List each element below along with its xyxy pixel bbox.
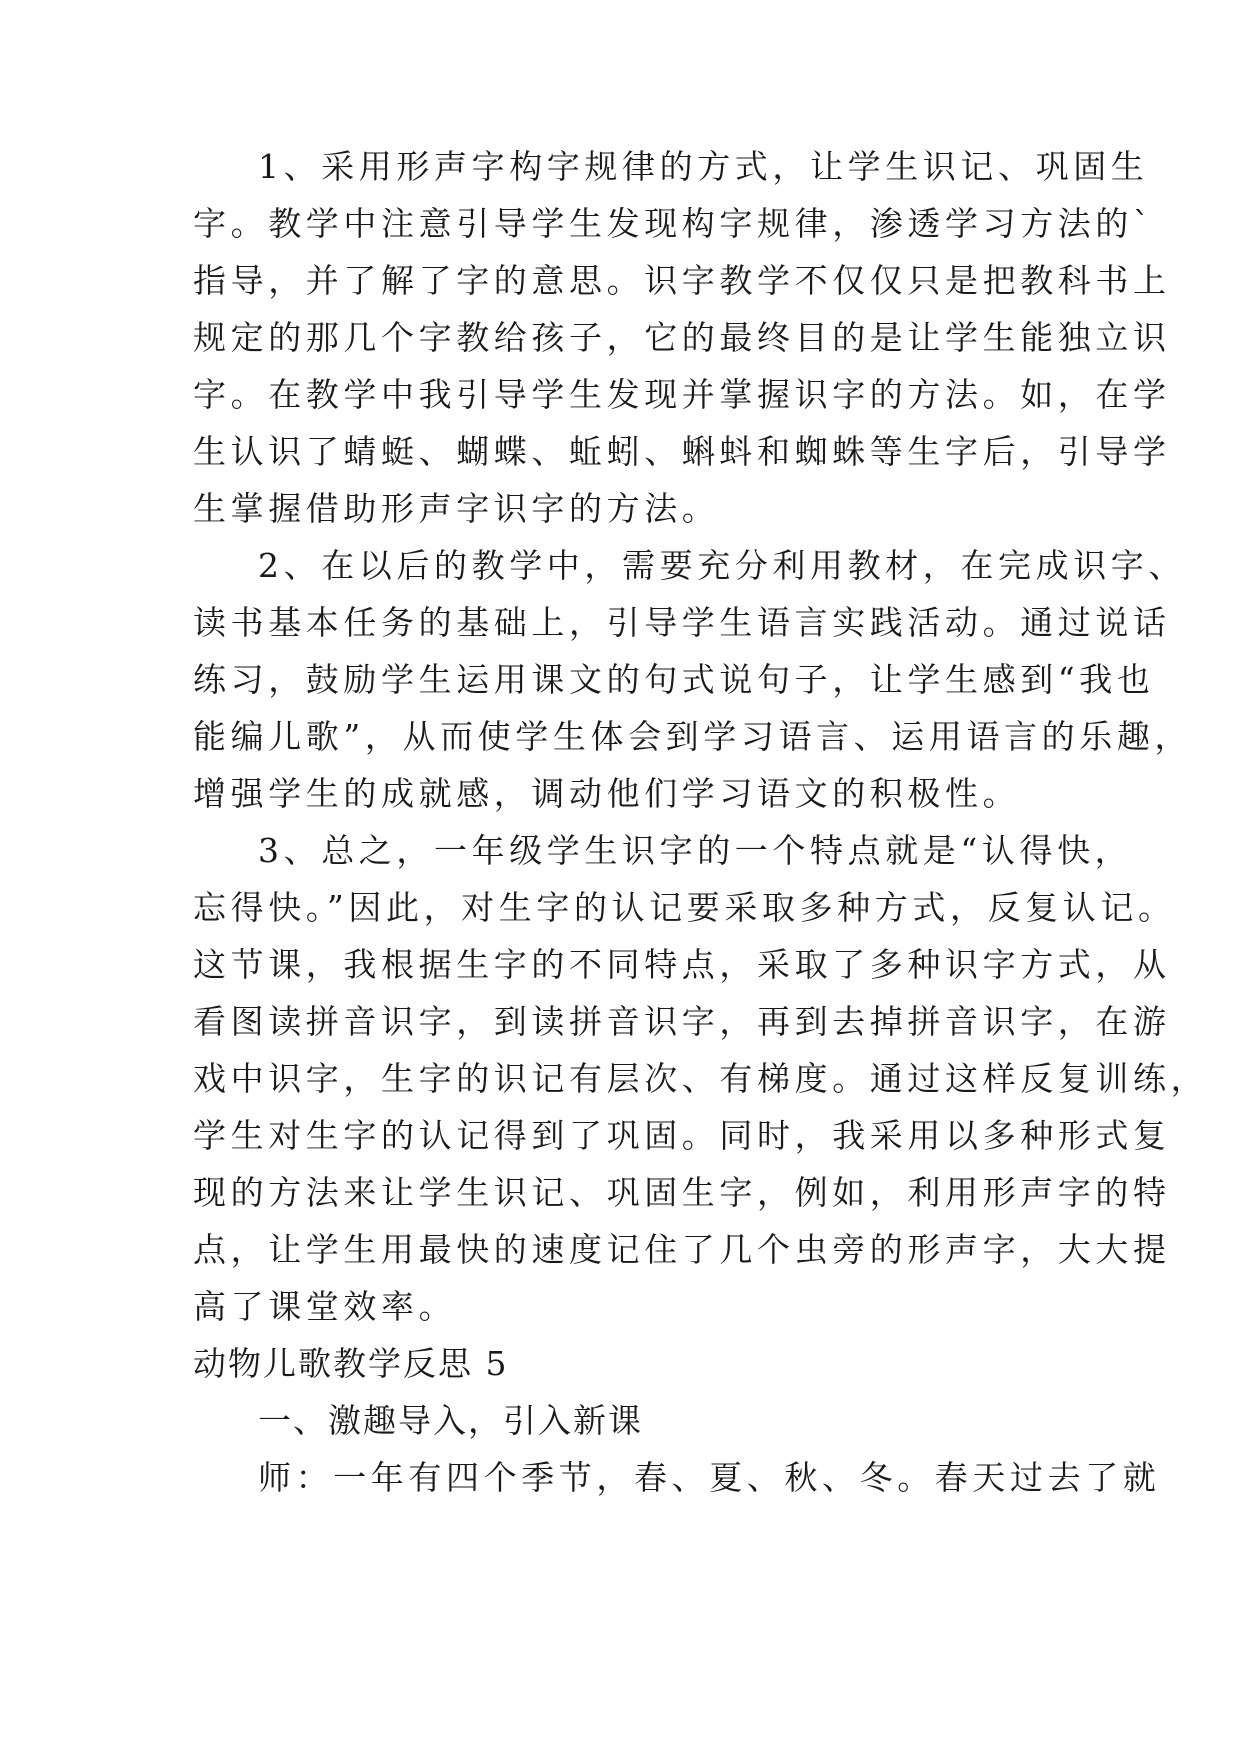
- paragraph-1-line-2: 字。教学中注意引导学生发现构字规律，渗透学习方法的`: [193, 204, 1155, 243]
- paragraph-3-line-9: 高了课堂效率。: [193, 1287, 457, 1326]
- paragraph-4-line-1: 师：一年有四个季节，春、夏、秋、冬。春天过去了就: [258, 1458, 1161, 1497]
- paragraph-1-line-4: 规定的那几个字教给孩子，它的最终目的是让学生能独立识: [193, 318, 1171, 357]
- paragraph-2-line-1: 2、在以后的教学中，需要充分利用教材，在完成识字、: [258, 546, 1186, 585]
- paragraph-1-line-6: 生认识了蜻蜓、蝴蝶、蚯蚓、蝌蚪和蜘蛛等生字后，引导学: [193, 432, 1171, 471]
- paragraph-2-line-4: 能编儿歌”，从而使学生体会到学习语言、运用语言的乐趣，: [193, 717, 1193, 756]
- paragraph-3-line-7: 现的方法来让学生识记、巩固生字，例如，利用形声字的特: [193, 1173, 1171, 1212]
- paragraph-3-line-2: 忘得快。”因此，对生字的认记要采取多种方式，反复认记。: [193, 888, 1176, 927]
- paragraph-1-line-5: 字。在教学中我引导学生发现并掌握识字的方法。如，在学: [193, 375, 1171, 414]
- paragraph-3-line-1: 3、总之，一年级学生识字的一个特点就是“认得快，: [258, 831, 1133, 870]
- section-heading: 动物儿歌教学反思 5: [193, 1344, 509, 1383]
- paragraph-3-line-8: 点，让学生用最快的速度记住了几个虫旁的形声字，大大提: [193, 1230, 1171, 1269]
- paragraph-3-line-4: 看图读拼音识字，到读拼音识字，再到去掉拼音识字，在游: [193, 1002, 1171, 1041]
- paragraph-1-line-7: 生掌握借助形声字识字的方法。: [193, 489, 720, 528]
- subsection-heading: 一、激趣导入，引入新课: [258, 1401, 643, 1440]
- paragraph-1-line-3: 指导，并了解了字的意思。识字教学不仅仅只是把教科书上: [193, 261, 1171, 300]
- paragraph-3-line-6: 学生对生字的认记得到了巩固。同时，我采用以多种形式复: [193, 1116, 1171, 1155]
- paragraph-1-line-1: 1、采用形声字构字规律的方式，让学生识记、巩固生: [258, 147, 1149, 186]
- paragraph-2-line-5: 增强学生的成就感，调动他们学习语文的积极性。: [193, 774, 1021, 813]
- paragraph-2-line-3: 练习，鼓励学生运用课文的句式说句子，让学生感到“我也: [193, 660, 1155, 699]
- paragraph-2-line-2: 读书基本任务的基础上，引导学生语言实践活动。通过说话: [193, 603, 1171, 642]
- paragraph-3-line-3: 这节课，我根据生字的不同特点，采取了多种识字方式，从: [193, 945, 1171, 984]
- paragraph-3-line-5: 戏中识字，生字的识记有层次、有梯度。通过这样反复训练，: [193, 1059, 1209, 1098]
